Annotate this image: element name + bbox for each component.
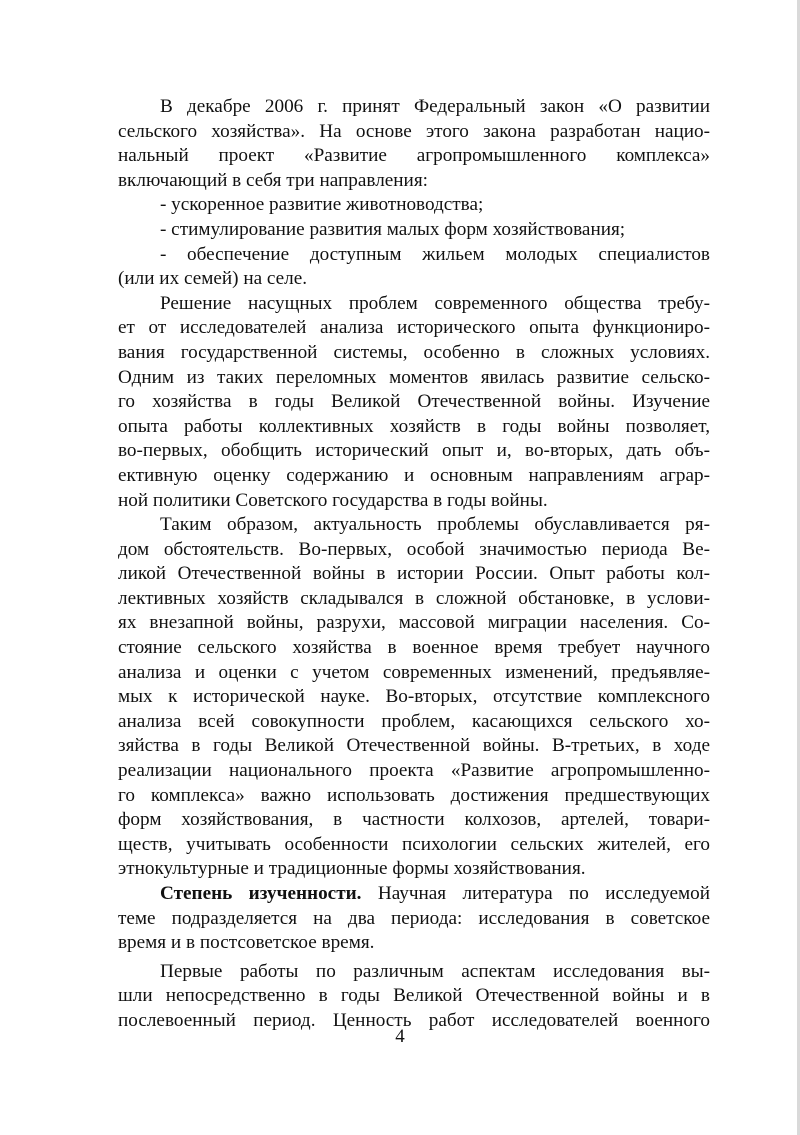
text-line: ликой Отечественной войны в истории России. Опыт работы кол-: [118, 563, 710, 585]
paragraph-degree-of-study: [118, 882, 710, 956]
text-line: В декабре 2006 г. принят Федеральный закон «О развитии: [160, 96, 710, 117]
text-line: шли непосредственно в годы Великой Отечественной войны и в: [118, 985, 710, 1007]
text-line: го комплекса» важно использовать достижения предшествующих: [118, 784, 710, 806]
text-line: реализации национального проекта «Развитие агропромышленно-: [118, 760, 710, 782]
paragraph-first-works: [118, 960, 710, 1034]
page-number: 4: [395, 1026, 405, 1047]
paragraph-federal-law: [118, 95, 710, 193]
text-line: мых к исторической науке. Во-вторых, отсутствие комплексного: [118, 686, 710, 708]
directions-list: [118, 193, 710, 242]
text-line: анализа и оценки с учетом современных изменений, предъявляе-: [118, 661, 710, 683]
text-line: включающий в себя три направления:: [118, 169, 428, 191]
text-line: сельского хозяйства». На основе этого закона разработан нацио-: [118, 120, 710, 142]
text-line: теме подразделяется на два периода: исследования в советское: [118, 907, 710, 929]
text-line: форм хозяйствования, в частности колхозов, артелей, товари-: [118, 809, 710, 831]
text-line: ях внезапной войны, разрухи, массовой миграции населения. Со-: [118, 612, 710, 634]
list-item-housing: [118, 243, 710, 292]
paragraph-relevance: [118, 513, 710, 882]
text-line: дом обстоятельств. Во-первых, особой значимостью периода Ве-: [118, 538, 710, 560]
text-line: лективных хозяйств складывался в сложной обстановке, в услови-: [118, 587, 710, 609]
list-item: - ускоренное развитие животноводства;: [160, 194, 484, 216]
text-line: [118, 882, 710, 907]
text-line: стояние сельского хозяйства в военное время требует научного: [118, 637, 710, 659]
text-line: зяйства в годы Великой Отечественной войны. В-третьих, в ходе: [118, 735, 710, 757]
text-line: ет от исследователей анализа исторического опыта функциониро-: [118, 317, 710, 339]
body-text: [118, 95, 710, 1034]
text-line: этнокультурные и традиционные формы хозяйствования.: [118, 858, 586, 880]
text-line: опыта работы коллективных хозяйств в годы войны позволяет,: [118, 415, 710, 437]
section-heading-inline: Степень изученности.: [160, 883, 362, 904]
text-line: го хозяйства в годы Великой Отечественной войны. Изучение: [118, 391, 710, 413]
text-line: (или их семей) на селе.: [118, 268, 308, 290]
text-line: ективную оценку содержанию и основным направлениям аграр-: [118, 464, 710, 486]
text-line: во-первых, обобщить исторический опыт и, во-вторых, дать объ-: [118, 440, 710, 462]
text-line: анализа всей совокупности проблем, касающихся сельского хо-: [118, 710, 710, 732]
text-line: Таким образом, актуальность проблемы обуславливается ря-: [160, 514, 710, 536]
text-line: нальный проект «Развитие агропромышленного комплекса»: [118, 145, 710, 167]
text-line: послевоенный период. Ценность работ исследователей военного: [118, 1009, 710, 1031]
text-fragment: Научная литература по исследуемой: [361, 883, 710, 904]
text-line: ной политики Советского государства в годы войны.: [118, 489, 548, 511]
text-line: Первые работы по различным аспектам исследования вы-: [160, 960, 710, 982]
paragraph-problems: [118, 292, 710, 513]
text-line: вания государственной системы, особенно в сложных условиях.: [118, 341, 710, 363]
text-line: - обеспечение доступным жильем молодых специалистов: [160, 243, 710, 265]
text-line: ществ, учитывать особенности психологии сельских жителей, его: [118, 833, 710, 855]
text-line: время и в постсоветское время.: [118, 932, 375, 954]
text-line: Решение насущных проблем современного общества требу-: [160, 292, 710, 314]
text-line: Одним из таких переломных моментов явилась развитие сельско-: [118, 366, 710, 388]
list-item: - стимулирование развития малых форм хозяйствования;: [160, 218, 626, 240]
